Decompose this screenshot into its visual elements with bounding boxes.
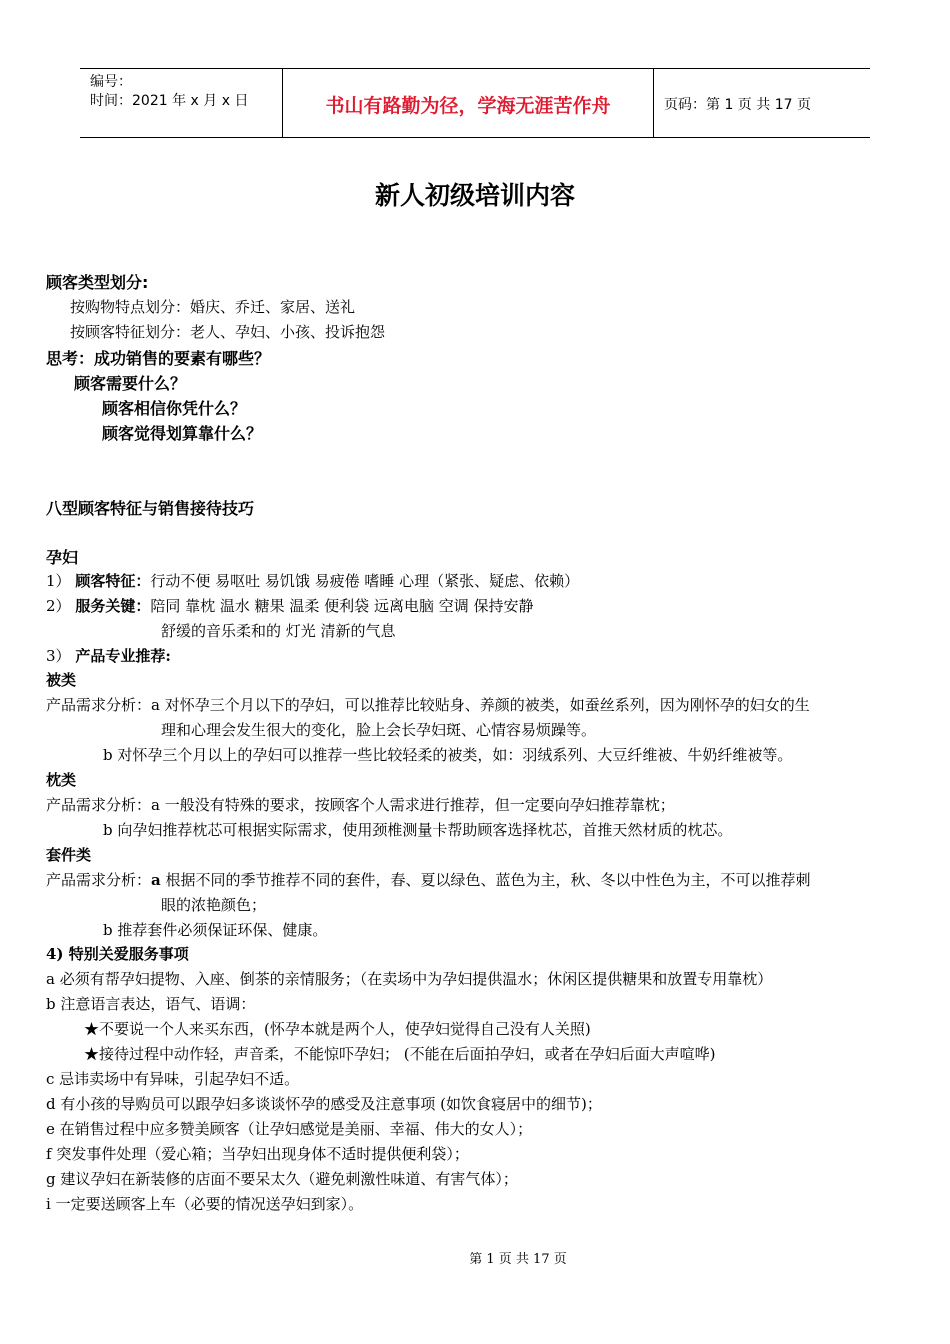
pregnant-feature-row	[46, 570, 579, 591]
sets-a-continued: 眼的浓艳颜色；	[161, 896, 267, 914]
sets-a-text: 根据不同的季节推荐不同的套件，春、夏以绿色、蓝色为主，秋、冬以中性色为主，不可以推荐刺	[160, 871, 811, 889]
page-header	[80, 68, 870, 138]
service-number: 2）	[46, 597, 71, 615]
pillow-heading: 枕类	[46, 771, 77, 789]
pillow-line-a	[46, 794, 675, 815]
page-footer: 第 1 页 共 17 页	[469, 1252, 567, 1267]
sets-line-b: b 推荐套件必须保证环保、健康。	[103, 921, 328, 939]
customer-types-line2: 按顾客特征划分：老人、孕妇、小孩、投诉抱怨	[70, 323, 386, 341]
pregnant-recommend-row	[46, 645, 171, 666]
document-date: 时间：2021 年 x 月 x 日	[90, 93, 249, 109]
header-page-cell	[654, 69, 870, 137]
section-title: 八型顾客特征与销售接待技巧	[46, 499, 255, 518]
pregnant-heading: 孕妇	[46, 548, 79, 567]
bedding-line-a	[46, 694, 810, 715]
sets-a-letter: a	[151, 871, 161, 889]
thinking-question-1: 思考：成功销售的要素有哪些？	[46, 349, 271, 368]
sets-line-a	[46, 869, 811, 890]
care-item-a: a 必须有帮孕妇提物、入座、倒茶的亲情服务；（在卖场中为孕妇提供温水；休闲区提供糖果和放置专用靠枕）	[46, 970, 773, 988]
pregnant-service-row	[46, 595, 534, 616]
customer-types-line1: 按购物特点划分：婚庆、乔迁、家居、送礼	[70, 298, 356, 316]
recommend-number: 3）	[46, 647, 71, 665]
thinking-question-3: 顾客相信你凭什么？	[102, 399, 247, 418]
sets-heading: 套件类	[46, 846, 92, 864]
care-item-b: b 注意语言表达，语气、语调：	[46, 995, 256, 1013]
care-heading: 4) 特别关爱服务事项	[46, 945, 189, 963]
thinking-question-2: 顾客需要什么？	[74, 374, 187, 393]
bedding-a-text: a 对怀孕三个月以下的孕妇，可以推荐比较贴身、养颜的被类，如蚕丝系列，因为刚怀孕的妇女的生	[151, 696, 810, 714]
document-number: 编号：	[90, 74, 132, 90]
feature-number: 1）	[46, 572, 71, 590]
customer-types-heading: 顾客类型划分:	[46, 273, 149, 292]
analysis-prefix: 产品需求分析：	[46, 696, 152, 714]
pillow-line-b: b 向孕妇推荐枕芯可根据实际需求，使用颈椎测量卡帮助顾客选择枕芯，首推天然材质的枕芯。	[103, 821, 733, 839]
header-meta-cell	[80, 69, 283, 137]
care-item-e: e 在销售过程中应多赞美顾客（让孕妇感觉是美丽、幸福、伟大的女人）；	[46, 1120, 533, 1138]
care-item-f: f 突发事件处理（爱心箱；当孕妇出现身体不适时提供便利袋）；	[46, 1145, 469, 1163]
bedding-heading: 被类	[46, 671, 77, 689]
analysis-prefix: 产品需求分析：	[46, 871, 152, 889]
feature-label: 顾客特征：	[75, 572, 151, 590]
care-item-g: g 建议孕妇在新装修的店面不要呆太久（避免刺激性味道、有害气体）；	[46, 1170, 518, 1188]
thinking-question-4: 顾客觉得划算靠什么？	[102, 424, 263, 443]
feature-text: 行动不便 易呕吐 易饥饿 易疲倦 嗜睡 心理（紧张、疑虑、依赖）	[150, 572, 580, 590]
bedding-a-continued: 理和心理会发生很大的变化，脸上会长孕妇斑、心情容易烦躁等。	[161, 721, 597, 739]
header-page-info: 页码：第 1 页 共 17 页	[664, 97, 811, 113]
care-item-c: c 忌讳卖场中有异味，引起孕妇不适。	[46, 1070, 300, 1088]
care-item-d: d 有小孩的导购员可以跟孕妇多谈谈怀孕的感受及注意事项 (如饮食寝居中的细节)；	[46, 1095, 602, 1113]
care-item-i: i 一定要送顾客上车（必要的情况送孕妇到家）。	[46, 1195, 364, 1213]
care-star-1: ★不要说一个人来买东西，(怀孕本就是两个人，使孕妇觉得自己没有人关照)	[84, 1020, 591, 1038]
header-motto-cell	[283, 69, 654, 137]
recommend-label: 产品专业推荐:	[75, 647, 171, 665]
bedding-line-b: b 对怀孕三个月以上的孕妇可以推荐一些比较轻柔的被类，如：羽绒系列、大豆纤维被、牛奶纤维被等。	[103, 746, 793, 764]
analysis-prefix: 产品需求分析：	[46, 796, 152, 814]
service-text-continued: 舒缓的音乐柔和的 灯光 清新的气息	[161, 622, 396, 640]
pillow-a-text: a 一般没有特殊的要求，按顾客个人需求进行推荐，但一定要向孕妇推荐靠枕；	[151, 796, 675, 814]
service-text: 陪同 靠枕 温水 糖果 温柔 便利袋 远离电脑 空调 保持安静	[150, 597, 534, 615]
header-motto: 书山有路勤为径，学海无涯苦作舟	[325, 95, 611, 117]
document-title: 新人初级培训内容	[374, 181, 575, 210]
service-label: 服务关键：	[75, 597, 151, 615]
care-star-2: ★接待过程中动作轻，声音柔，不能惊吓孕妇； (不能在后面拍孕妇，或者在孕妇后面大声喧哗)	[84, 1045, 716, 1063]
